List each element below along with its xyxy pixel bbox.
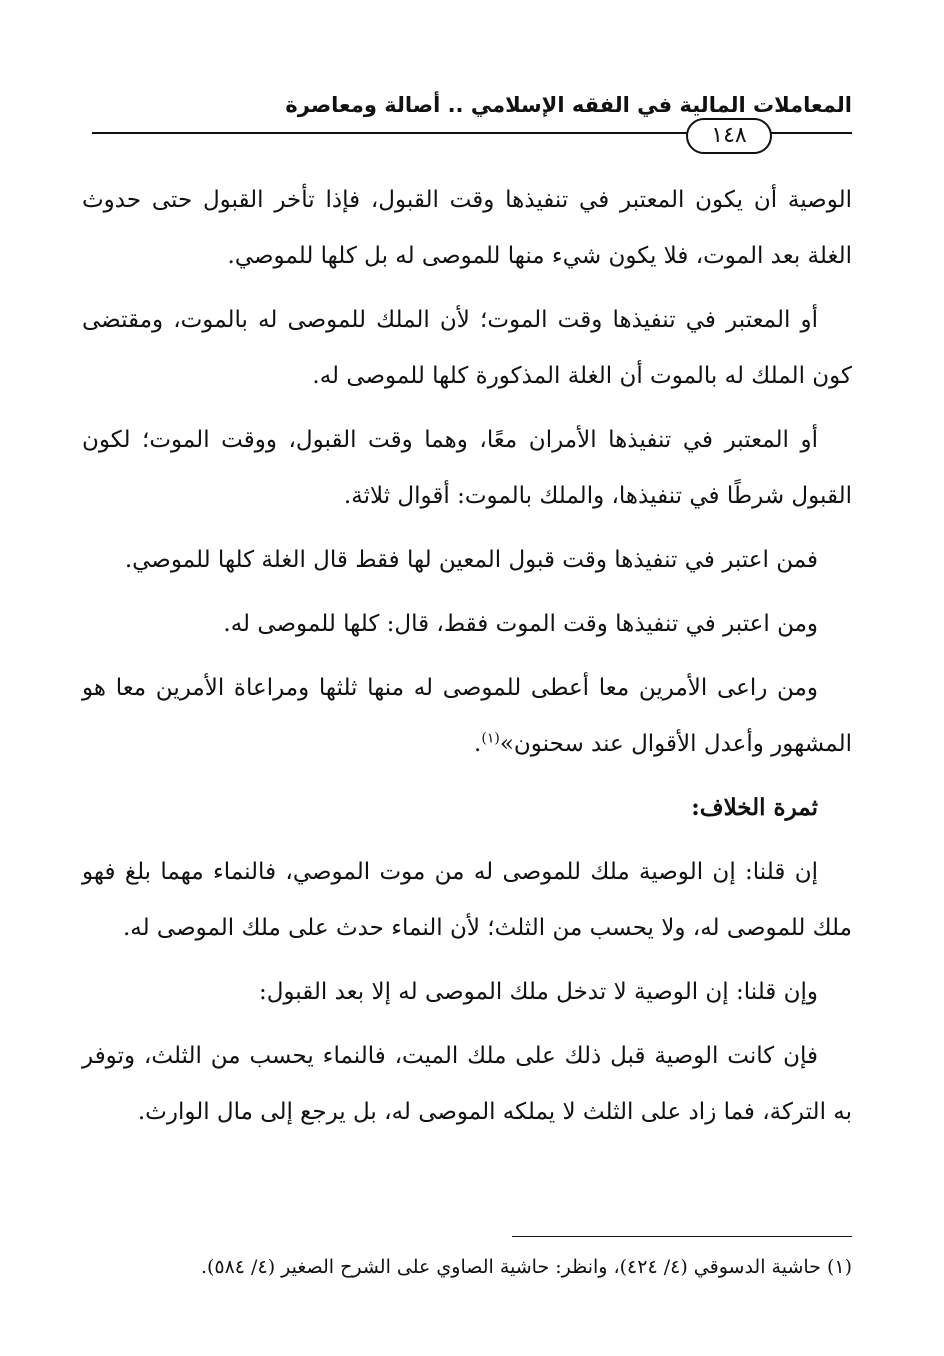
section-heading: ثمرة الخلاف: [691, 794, 818, 821]
paragraph: أو المعتبر في تنفيذها الأمران معًا، وهما وقت القبول، ووقت الموت؛ لكون القبول شرطًا في تنفيذها، والملك بالموت: أقوال ثلاثة. [82, 427, 852, 509]
footnote-rule [512, 1236, 852, 1237]
paragraph-with-note [82, 660, 852, 772]
paragraph-end: . [474, 731, 482, 757]
page-number-badge: ١٤٨ [686, 118, 772, 154]
paragraph-text: ومن راعى الأمرين معا أعطى للموصى له منها ثلثها ومراعاة الأمرين معا هو المشهور وأعدل الأقوال عند سحنون» [82, 675, 852, 757]
paragraph: الوصية أن يكون المعتبر في تنفيذها وقت القبول، فإذا تأخر القبول حتى حدوث الغلة بعد الموت، فلا يكون شيء منها للموصى له بل كلها للموصي. [82, 187, 852, 269]
paragraph: فإن كانت الوصية قبل ذلك على ملك الميت، فالنماء يحسب من الثلث، وتوفر به التركة، فما زاد على الثلث لا يملكه الموصى له، بل يرجع إلى مال الوارث. [82, 1043, 852, 1125]
paragraph: فمن اعتبر في تنفيذها وقت قبول المعين لها فقط قال الغلة كلها للموصي. [124, 547, 818, 573]
paragraph: ومن اعتبر في تنفيذها وقت الموت فقط، قال: كلها للموصى له. [223, 611, 818, 637]
footnote-ref: (١) [481, 730, 500, 747]
paragraph: أو المعتبر في تنفيذها وقت الموت؛ لأن الملك للموصى له بالموت، ومقتضى كون الملك له بالموت أن الغلة المذكورة كلها للموصى له. [82, 307, 852, 389]
footnote: (١) حاشية الدسوقي (٤/ ٤٢٤)، وانظر: حاشية الصاوي على الشرح الصغير (٤/ ٥٨٤). [200, 1256, 852, 1278]
running-title: المعاملات المالية في الفقه الإسلامي .. أصالة ومعاصرة [285, 93, 852, 117]
paragraph: إن قلنا: إن الوصية ملك للموصى له من موت الموصي، فالنماء مهما بلغ فهو ملك للموصى له، ولا يحسب من الثلث؛ لأن النماء حدث على ملك الموصى له. [82, 859, 852, 941]
main-text [82, 172, 852, 1148]
paragraph: وإن قلنا: إن الوصية لا تدخل ملك الموصى له إلا بعد القبول: [258, 979, 818, 1005]
